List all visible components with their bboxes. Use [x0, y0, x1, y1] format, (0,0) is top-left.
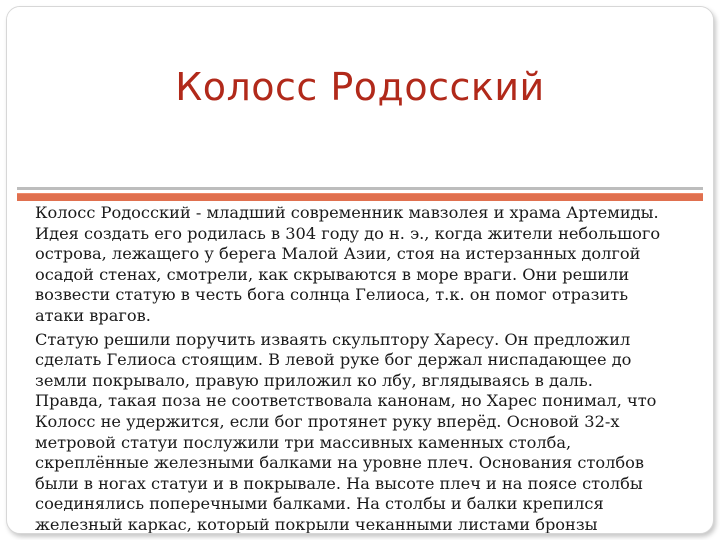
text-line: Статую решили поручить изваять скульптору Харесу. Он предложил	[35, 329, 631, 349]
text-line: Идея создать его родилась в 304 году до н. э., когда жители небольшого	[35, 223, 661, 243]
paragraph-1	[35, 203, 699, 327]
text-line: острова, лежащего у берега Малой Азии, стоя на истерзанных долгой	[35, 244, 641, 264]
slide-frame	[6, 6, 714, 534]
text-line: атаки врагов.	[35, 305, 151, 325]
text-line: железный каркас, который покрыли чеканными листами бронзы	[35, 514, 598, 534]
text-line: сделать Гелиоса стоящим. В левой руке бог держал ниспадающее до	[35, 350, 632, 370]
slide-body	[35, 203, 699, 534]
divider-line	[17, 187, 703, 190]
text-line: Правда, такая поза не соответствовала канонам, но Харес понимал, что	[35, 391, 657, 411]
text-line: Колосс Родосский - младший современник мавзолея и храма Артемиды.	[35, 203, 659, 222]
text-line: возвести статую в честь бога солнца Гелиоса, т.к. он помог отразить	[35, 285, 629, 305]
text-line: земли покрывало, правую приложил ко лбу, вглядываясь в даль.	[35, 370, 593, 390]
slide-title: Колосс Родосский	[175, 65, 545, 109]
text-line: были в ногах статуи и в покрывале. На высоте плеч и на поясе столбы	[35, 473, 643, 493]
paragraph-2	[35, 330, 699, 534]
text-line: Колосс не удержится, если бог протянет руку вперёд. Основой 32-х	[35, 411, 620, 431]
text-line: осадой стенах, смотрели, как скрываются в море враги. Они решили	[35, 264, 630, 284]
accent-bar	[17, 193, 703, 201]
text-line: скреплённые железными балками на уровне плеч. Основания столбов	[35, 453, 645, 473]
text-line: соединялись поперечными балками. На столбы и балки крепился	[35, 494, 604, 514]
text-line: метровой статуи послужили три массивных каменных столба,	[35, 432, 572, 452]
title-area	[7, 7, 713, 187]
